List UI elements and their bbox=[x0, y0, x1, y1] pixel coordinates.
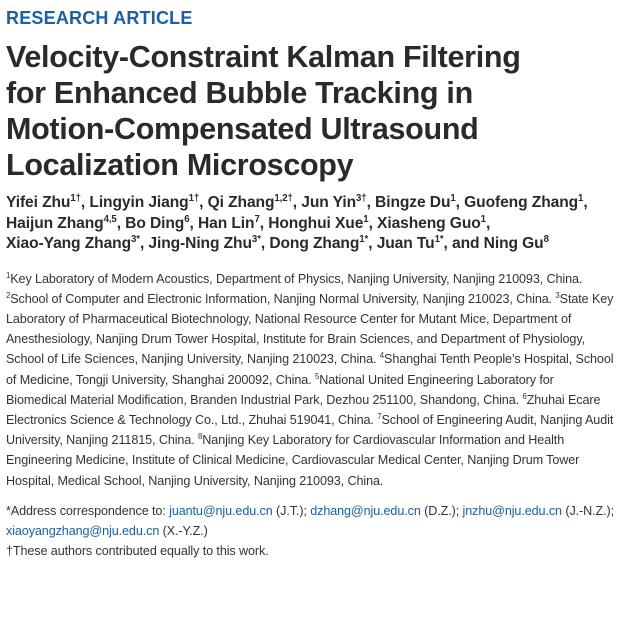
author-name: Honghui Xue bbox=[268, 214, 364, 232]
affiliation-number: 8 bbox=[198, 431, 203, 441]
affiliation-number: 1 bbox=[6, 270, 11, 280]
equal-contribution-note: †These authors contributed equally to this work. bbox=[6, 544, 269, 559]
affiliation-text: School of Computer and Electronic Information, Nanjing Normal University, Nanjing 210023, China. bbox=[10, 291, 556, 306]
author-affiliation-mark: 1 bbox=[578, 192, 584, 204]
author-name: Han Lin bbox=[197, 214, 255, 232]
author-separator: , bbox=[139, 235, 149, 252]
author-name: Juan Tu bbox=[376, 235, 435, 252]
affiliation-text: Zhuhai Ecare Electronics Science & Technology Co., Ltd., Zhuhai 519041, China. bbox=[6, 392, 601, 427]
author-affiliation-mark: 7 bbox=[254, 213, 260, 225]
contact-initials: (J.T.); bbox=[272, 503, 311, 518]
author bbox=[268, 215, 368, 232]
author-affiliation-mark: 3† bbox=[356, 192, 367, 204]
author bbox=[6, 194, 81, 211]
affiliation-text: National United Engineering Laboratory for Biomedical Material Modification, Branden Industrial Park, Dezhou 251100, Shandong, China. bbox=[6, 372, 554, 407]
author-affiliation-mark: 6 bbox=[184, 213, 190, 225]
author-name: Jing-Ning Zhu bbox=[148, 235, 252, 252]
affiliation-number: 3 bbox=[555, 290, 560, 300]
author-name: Haijun Zhang bbox=[6, 214, 104, 232]
author bbox=[6, 215, 117, 232]
author-affiliation-mark: 1 bbox=[363, 213, 369, 225]
author bbox=[148, 235, 260, 252]
author bbox=[464, 194, 583, 211]
author-name: Dong Zhang bbox=[269, 235, 360, 252]
author-affiliation-mark: 4,5 bbox=[103, 213, 117, 225]
author bbox=[198, 215, 260, 232]
author-separator: , bbox=[368, 235, 377, 252]
article-header bbox=[6, 8, 614, 561]
affiliation-text: Shanghai Tenth People’s Hospital, School of Medicine, Tongji University, Shanghai 200092, China. bbox=[6, 352, 614, 387]
author-name: Ning Gu bbox=[483, 235, 544, 252]
author-separator: , bbox=[292, 194, 302, 211]
affiliation-number: 5 bbox=[314, 371, 320, 381]
author-separator: , bbox=[189, 214, 198, 232]
author bbox=[6, 235, 140, 252]
author-name: Xiao-Yang Zhang bbox=[6, 235, 131, 252]
author-affiliation-mark: 1* bbox=[434, 233, 444, 245]
author-separator: , bbox=[583, 194, 588, 211]
author bbox=[377, 235, 444, 252]
affiliations bbox=[6, 269, 614, 491]
title-line: Motion-Compensated Ultrasound bbox=[6, 112, 479, 146]
author bbox=[125, 215, 189, 232]
affiliation-text: Key Laboratory of Modern Acoustics, Department of Physics, Nanjing University, Nanjing 210093, China. bbox=[10, 271, 583, 286]
affiliation-number: 6 bbox=[522, 391, 527, 401]
author-separator: , bbox=[368, 214, 378, 232]
author bbox=[377, 215, 486, 232]
author bbox=[89, 194, 199, 211]
title-line: Localization Microscopy bbox=[6, 148, 354, 182]
author-name: Xiasheng Guo bbox=[377, 214, 481, 232]
correspondence-prefix: *Address correspondence to: bbox=[6, 503, 170, 518]
affiliation-number: 7 bbox=[377, 411, 382, 421]
author-name: Bo Ding bbox=[125, 214, 185, 232]
author-affiliation-mark: 1 bbox=[480, 213, 486, 225]
author-affiliation-mark: 1† bbox=[188, 192, 200, 204]
author-name: Qi Zhang bbox=[207, 194, 275, 211]
title-line: Velocity-Constraint Kalman Filtering bbox=[6, 40, 521, 74]
author-name: Yifei Zhu bbox=[6, 194, 71, 211]
author bbox=[375, 194, 456, 211]
affiliation-number: 4 bbox=[379, 351, 385, 361]
email-link[interactable]: juantu@nju.edu.cn bbox=[169, 503, 273, 518]
correspondence-block bbox=[6, 501, 614, 562]
email-link[interactable]: jnzhu@nju.edu.cn bbox=[462, 503, 562, 518]
email-link[interactable]: xiaoyangzhang@nju.edu.cn bbox=[6, 523, 160, 538]
contact-initials: (D.Z.); bbox=[420, 503, 463, 518]
author-separator: , bbox=[366, 194, 376, 211]
affiliation-text: School of Engineering Audit, Nanjing Audit University, Nanjing 211815, China. bbox=[6, 412, 614, 448]
author-affiliation-mark: 8 bbox=[543, 233, 549, 245]
author-separator: , bbox=[199, 194, 208, 211]
author bbox=[208, 194, 293, 211]
author-separator: , bbox=[260, 235, 270, 252]
author-affiliation-mark: 1† bbox=[70, 192, 81, 204]
affiliation-text: State Key Laboratory of Pharmaceutical Biotechnology, National Resource Center for Mutant Mice, Department of Anesthesiology, Nanjing Drum Tower Hospital, Institute for Brain Sciences, and Department of Physiology, School of Life Sciences, Nanjing University, Nanjing 210023, China. bbox=[6, 291, 614, 367]
correspondence-line bbox=[6, 501, 614, 541]
author-separator: , bbox=[80, 194, 90, 211]
author-affiliation-mark: 1 bbox=[450, 192, 456, 204]
author-separator: , bbox=[485, 214, 491, 232]
article-type-label: RESEARCH ARTICLE bbox=[6, 8, 193, 28]
contact-initials: (X.-Y.Z.) bbox=[159, 523, 208, 538]
contact-initials: (J.-N.Z.); bbox=[561, 503, 615, 518]
author-affiliation-mark: 1,2† bbox=[274, 192, 293, 204]
author-affiliation-mark: 3* bbox=[131, 233, 140, 245]
author-separator: , bbox=[259, 214, 269, 232]
author-name: Jun Yin bbox=[301, 194, 357, 211]
author-separator: , bbox=[116, 214, 126, 232]
author-name: Bingze Du bbox=[375, 194, 451, 211]
author-affiliation-mark: 1* bbox=[359, 233, 369, 245]
affiliation-text: Nanjing Key Laboratory for Cardiovascular Information and Health Engineering Medicine, Institute of Clinical Medicine, Cardiovascular Medical Center, Nanjing Drum Tower Hospital, Medical School, Nanjing University, Nanjing 210093, China. bbox=[6, 433, 580, 488]
author-name: Guofeng Zhang bbox=[464, 194, 579, 211]
author bbox=[269, 235, 368, 252]
article-title bbox=[6, 39, 614, 183]
author bbox=[301, 194, 366, 211]
title-line: for Enhanced Bubble Tracking in bbox=[6, 76, 473, 110]
author-name: Lingyin Jiang bbox=[89, 194, 189, 211]
email-link[interactable]: dzhang@nju.edu.cn bbox=[310, 503, 421, 518]
author-separator: , and bbox=[443, 235, 484, 252]
author bbox=[484, 235, 549, 252]
affiliation-number: 2 bbox=[6, 290, 11, 300]
author-affiliation-mark: 3* bbox=[251, 233, 261, 245]
author-separator: , bbox=[455, 194, 465, 211]
author-list bbox=[6, 193, 614, 255]
